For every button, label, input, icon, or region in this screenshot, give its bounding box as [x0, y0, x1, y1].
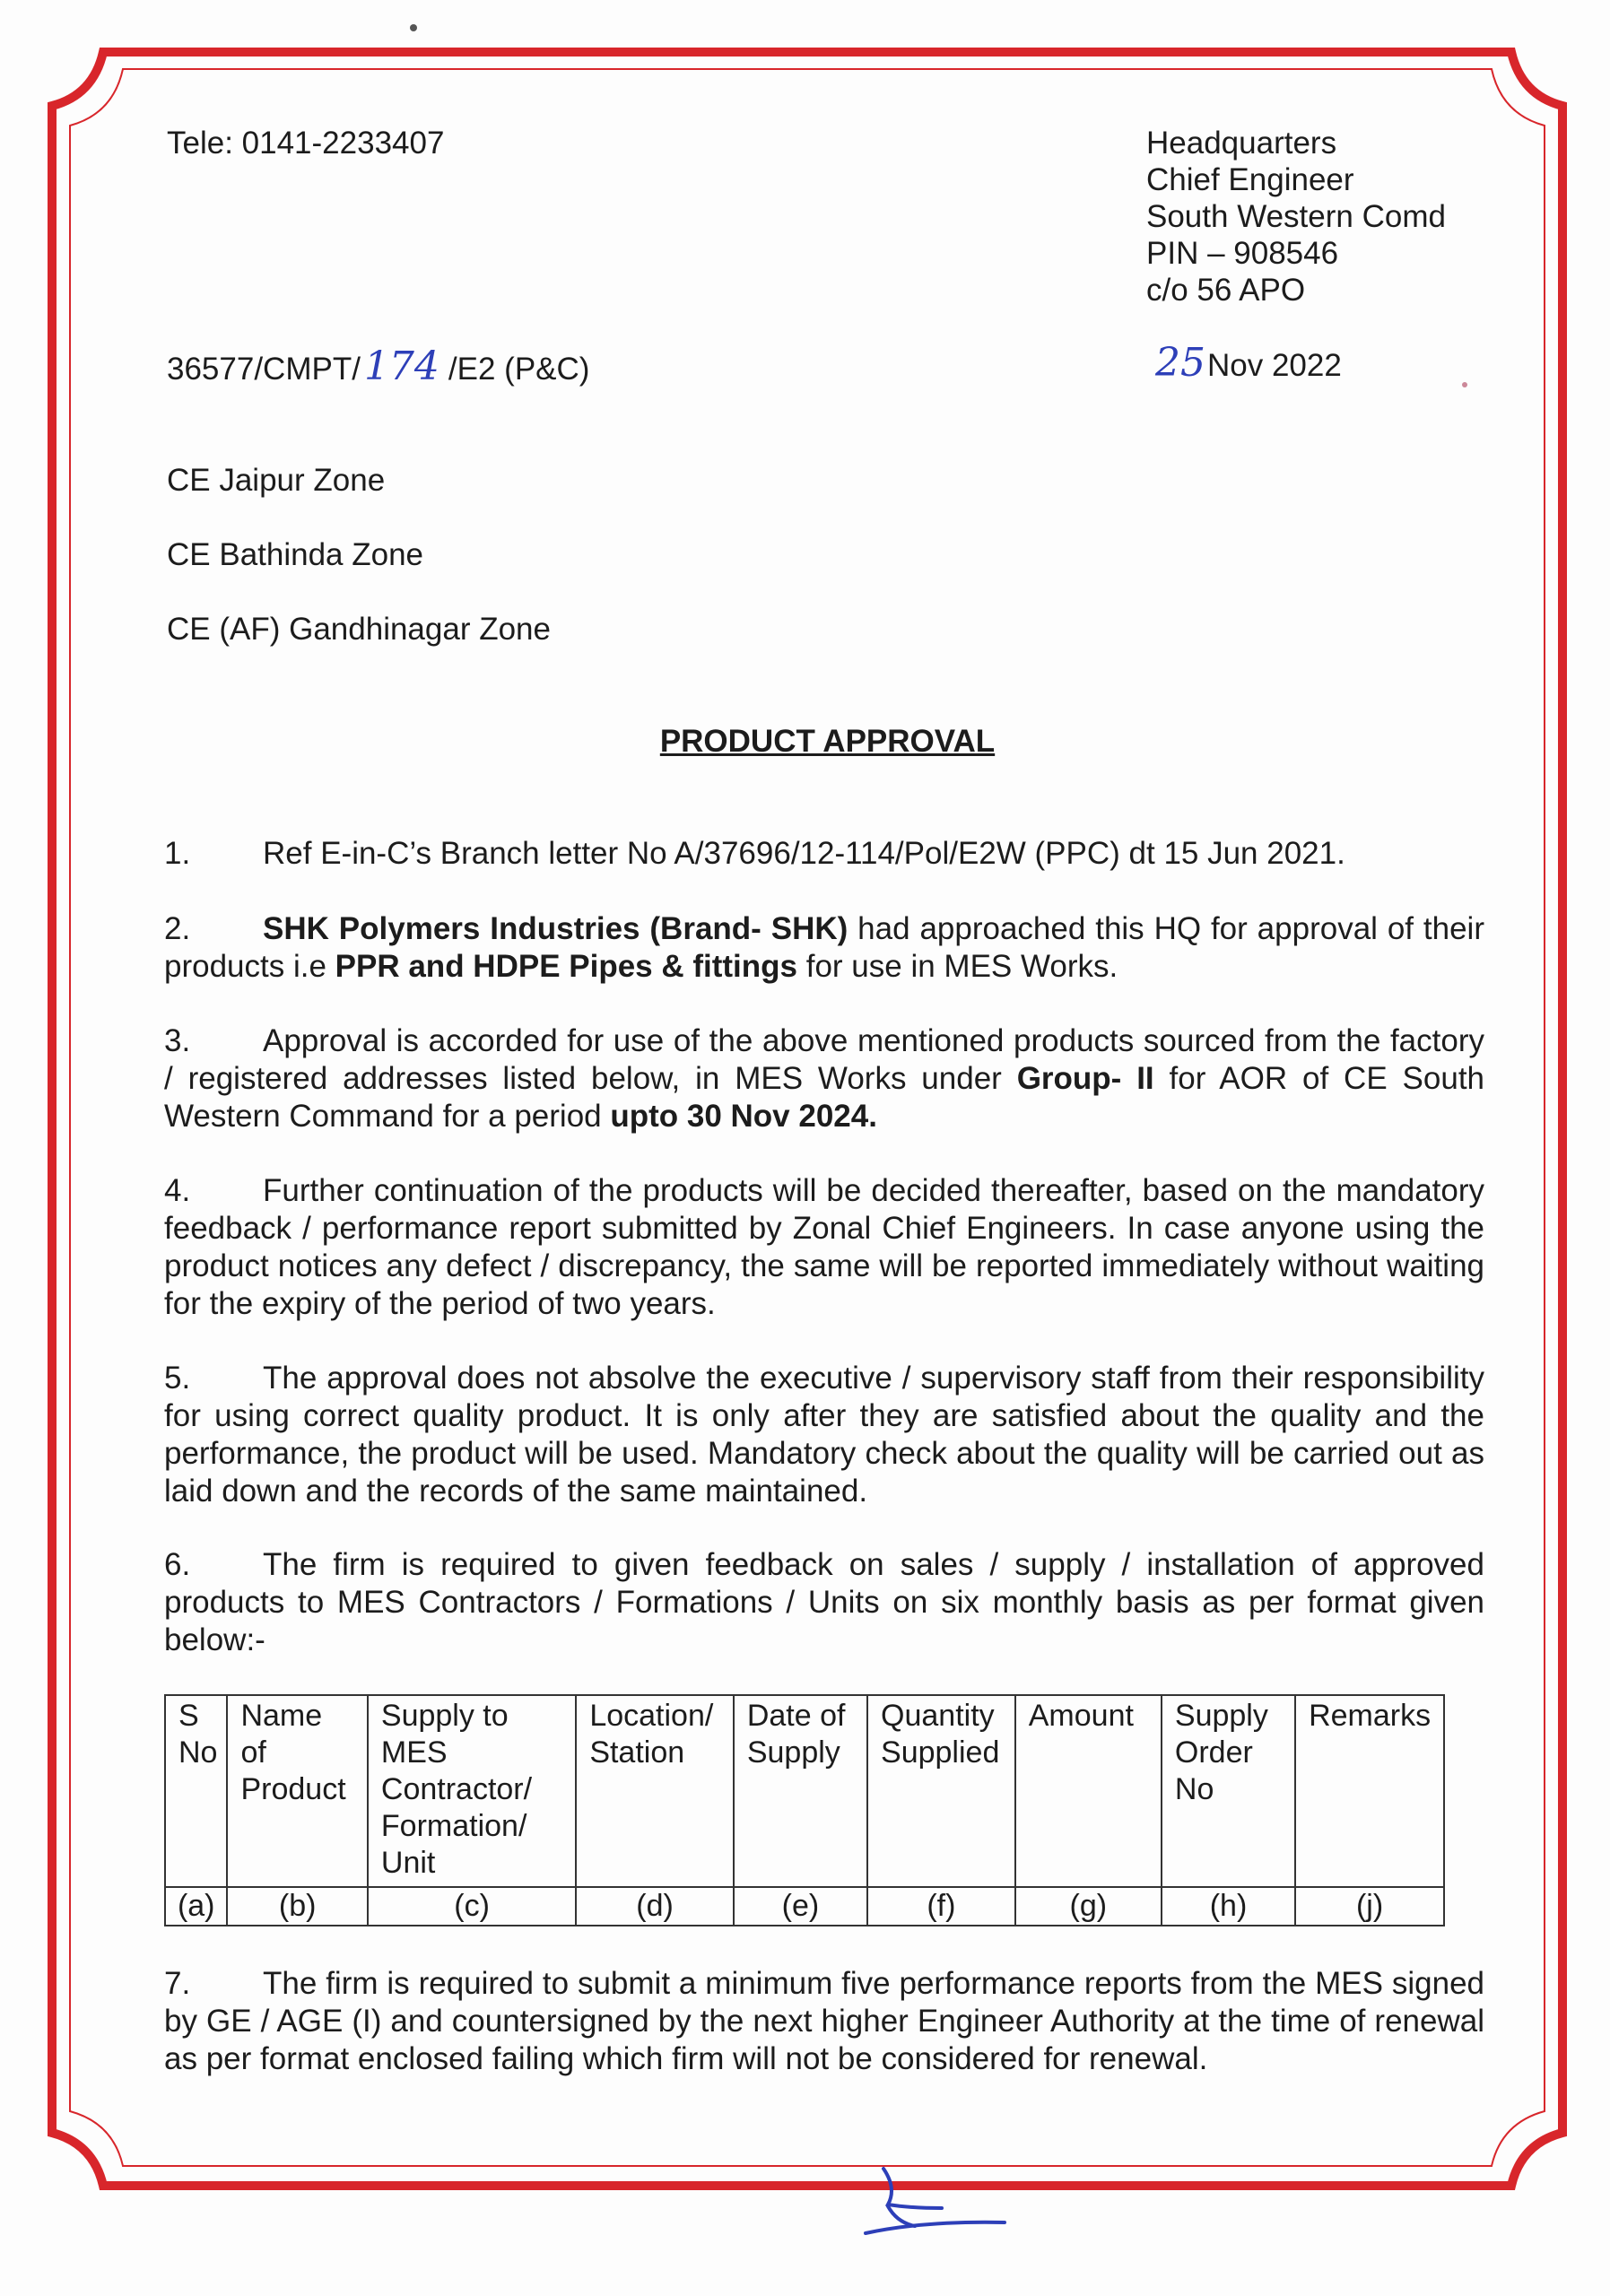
addressee-list	[167, 462, 551, 685]
paragraph-3	[164, 1022, 1484, 1135]
para-number: 6.	[164, 1547, 191, 1582]
paragraph-5	[164, 1360, 1484, 1510]
para-number: 1.	[164, 836, 191, 871]
paragraph-6	[164, 1546, 1484, 1659]
letter-date	[1155, 340, 1342, 386]
feedback-format-table	[164, 1694, 1445, 1926]
table-header-row	[165, 1695, 1444, 1887]
para-text: The firm is required to submit a minimum five performance reports from the MES signed by GE / AGE (I) and countersigned by the next higher Engineer Authority at the time of renewal as per format enclosed failing which firm will not be considered for renewal.	[164, 1966, 1484, 2076]
column-header: Quantity Supplied	[867, 1695, 1015, 1887]
para-text: for AOR of CE South Western Command for a period	[164, 1061, 1485, 1134]
reference-number	[167, 344, 590, 389]
column-code: (a)	[165, 1887, 227, 1926]
ref-suffix: /E2 (P&C)	[448, 352, 590, 387]
para-number: 2.	[164, 911, 191, 946]
paragraph-2	[164, 910, 1484, 986]
hq-line: PIN – 908546	[1146, 236, 1339, 271]
para-text: Approval is accorded for use of the above mentioned products sourced from the factory / registered addresses listed below, in MES Works under	[164, 1023, 1484, 1096]
telephone-number: Tele: 0141-2233407	[167, 126, 445, 161]
group-label: Group- II	[1016, 1061, 1154, 1096]
para-number: 4.	[164, 1173, 191, 1208]
validity-period: upto 30 Nov 2024.	[610, 1099, 877, 1134]
speck	[410, 24, 417, 31]
para-text: Further continuation of the products will be decided thereafter, based on the mandatory feedback / performance report submitted by Zonal Chief Engineers. In case anyone using the product notices any defect / discrepancy, the same will be reported immediately without waiting for the expiry of the period of two years.	[164, 1173, 1484, 1321]
column-header: Location/ Station	[576, 1695, 734, 1887]
column-header: Amount	[1015, 1695, 1162, 1887]
hq-address	[1146, 125, 1446, 309]
column-header: S No	[165, 1695, 227, 1887]
column-code: (j)	[1295, 1887, 1444, 1926]
addressee: CE (AF) Gandhinagar Zone	[167, 612, 551, 647]
product-name: PPR and HDPE Pipes & fittings	[335, 949, 798, 984]
column-header: Supply to MES Contractor/ Formation/ Unit	[368, 1695, 576, 1887]
hq-line: South Western Comd	[1146, 199, 1446, 234]
column-code: (f)	[867, 1887, 1015, 1926]
ref-prefix: 36577/CMPT/	[167, 352, 361, 387]
addressee: CE Bathinda Zone	[167, 537, 424, 572]
column-code: (d)	[576, 1887, 734, 1926]
para-number: 3.	[164, 1023, 191, 1058]
hq-line: c/o 56 APO	[1146, 273, 1306, 308]
para-text: for use in MES Works.	[797, 949, 1118, 984]
paragraph-1	[164, 835, 1484, 873]
para-number: 7.	[164, 1966, 191, 2001]
column-header: Supply Order No	[1162, 1695, 1295, 1887]
column-code: (e)	[734, 1887, 867, 1926]
hq-line: Chief Engineer	[1146, 162, 1354, 197]
date-printed: Nov 2022	[1207, 348, 1342, 383]
speck	[1462, 382, 1467, 387]
para-number: 5.	[164, 1361, 191, 1396]
table-code-row	[165, 1887, 1444, 1926]
paragraph-7	[164, 1965, 1484, 2078]
handwritten-date-day: 25	[1155, 340, 1205, 386]
column-code: (c)	[368, 1887, 576, 1926]
paragraph-4	[164, 1172, 1484, 1323]
column-code: (b)	[227, 1887, 367, 1926]
para-text: The approval does not absolve the executive / supervisory staff from their responsibility for using correct quality product. It is only after they are satisfied about the quality and the performance, the product will be used. Mandatory check about the quality will be carried out as laid down and the records of the same maintained.	[164, 1361, 1484, 1509]
para-text: The firm is required to given feedback on sales / supply / installation of approved products to MES Contractors / Formations / Units on six monthly basis as per format given below:-	[164, 1547, 1484, 1657]
column-code: (g)	[1015, 1887, 1162, 1926]
column-header: Name of Product	[227, 1695, 367, 1887]
column-code: (h)	[1162, 1887, 1295, 1926]
para-text: Ref E-in-C’s Branch letter No A/37696/12-114/Pol/E2W (PPC) dt 15 Jun 2021.	[263, 836, 1345, 871]
firm-name: SHK Polymers Industries (Brand- SHK)	[263, 911, 849, 946]
column-header: Remarks	[1295, 1695, 1444, 1887]
hq-line: Headquarters	[1146, 126, 1337, 161]
handwritten-ref-number: 174	[363, 344, 439, 389]
subject-heading: PRODUCT APPROVAL	[659, 724, 996, 759]
column-header: Date of Supply	[734, 1695, 867, 1887]
signature-mark	[866, 2169, 1005, 2233]
addressee: CE Jaipur Zone	[167, 463, 386, 498]
para-text: had approached this HQ for approval of their products i.e	[164, 911, 1484, 984]
